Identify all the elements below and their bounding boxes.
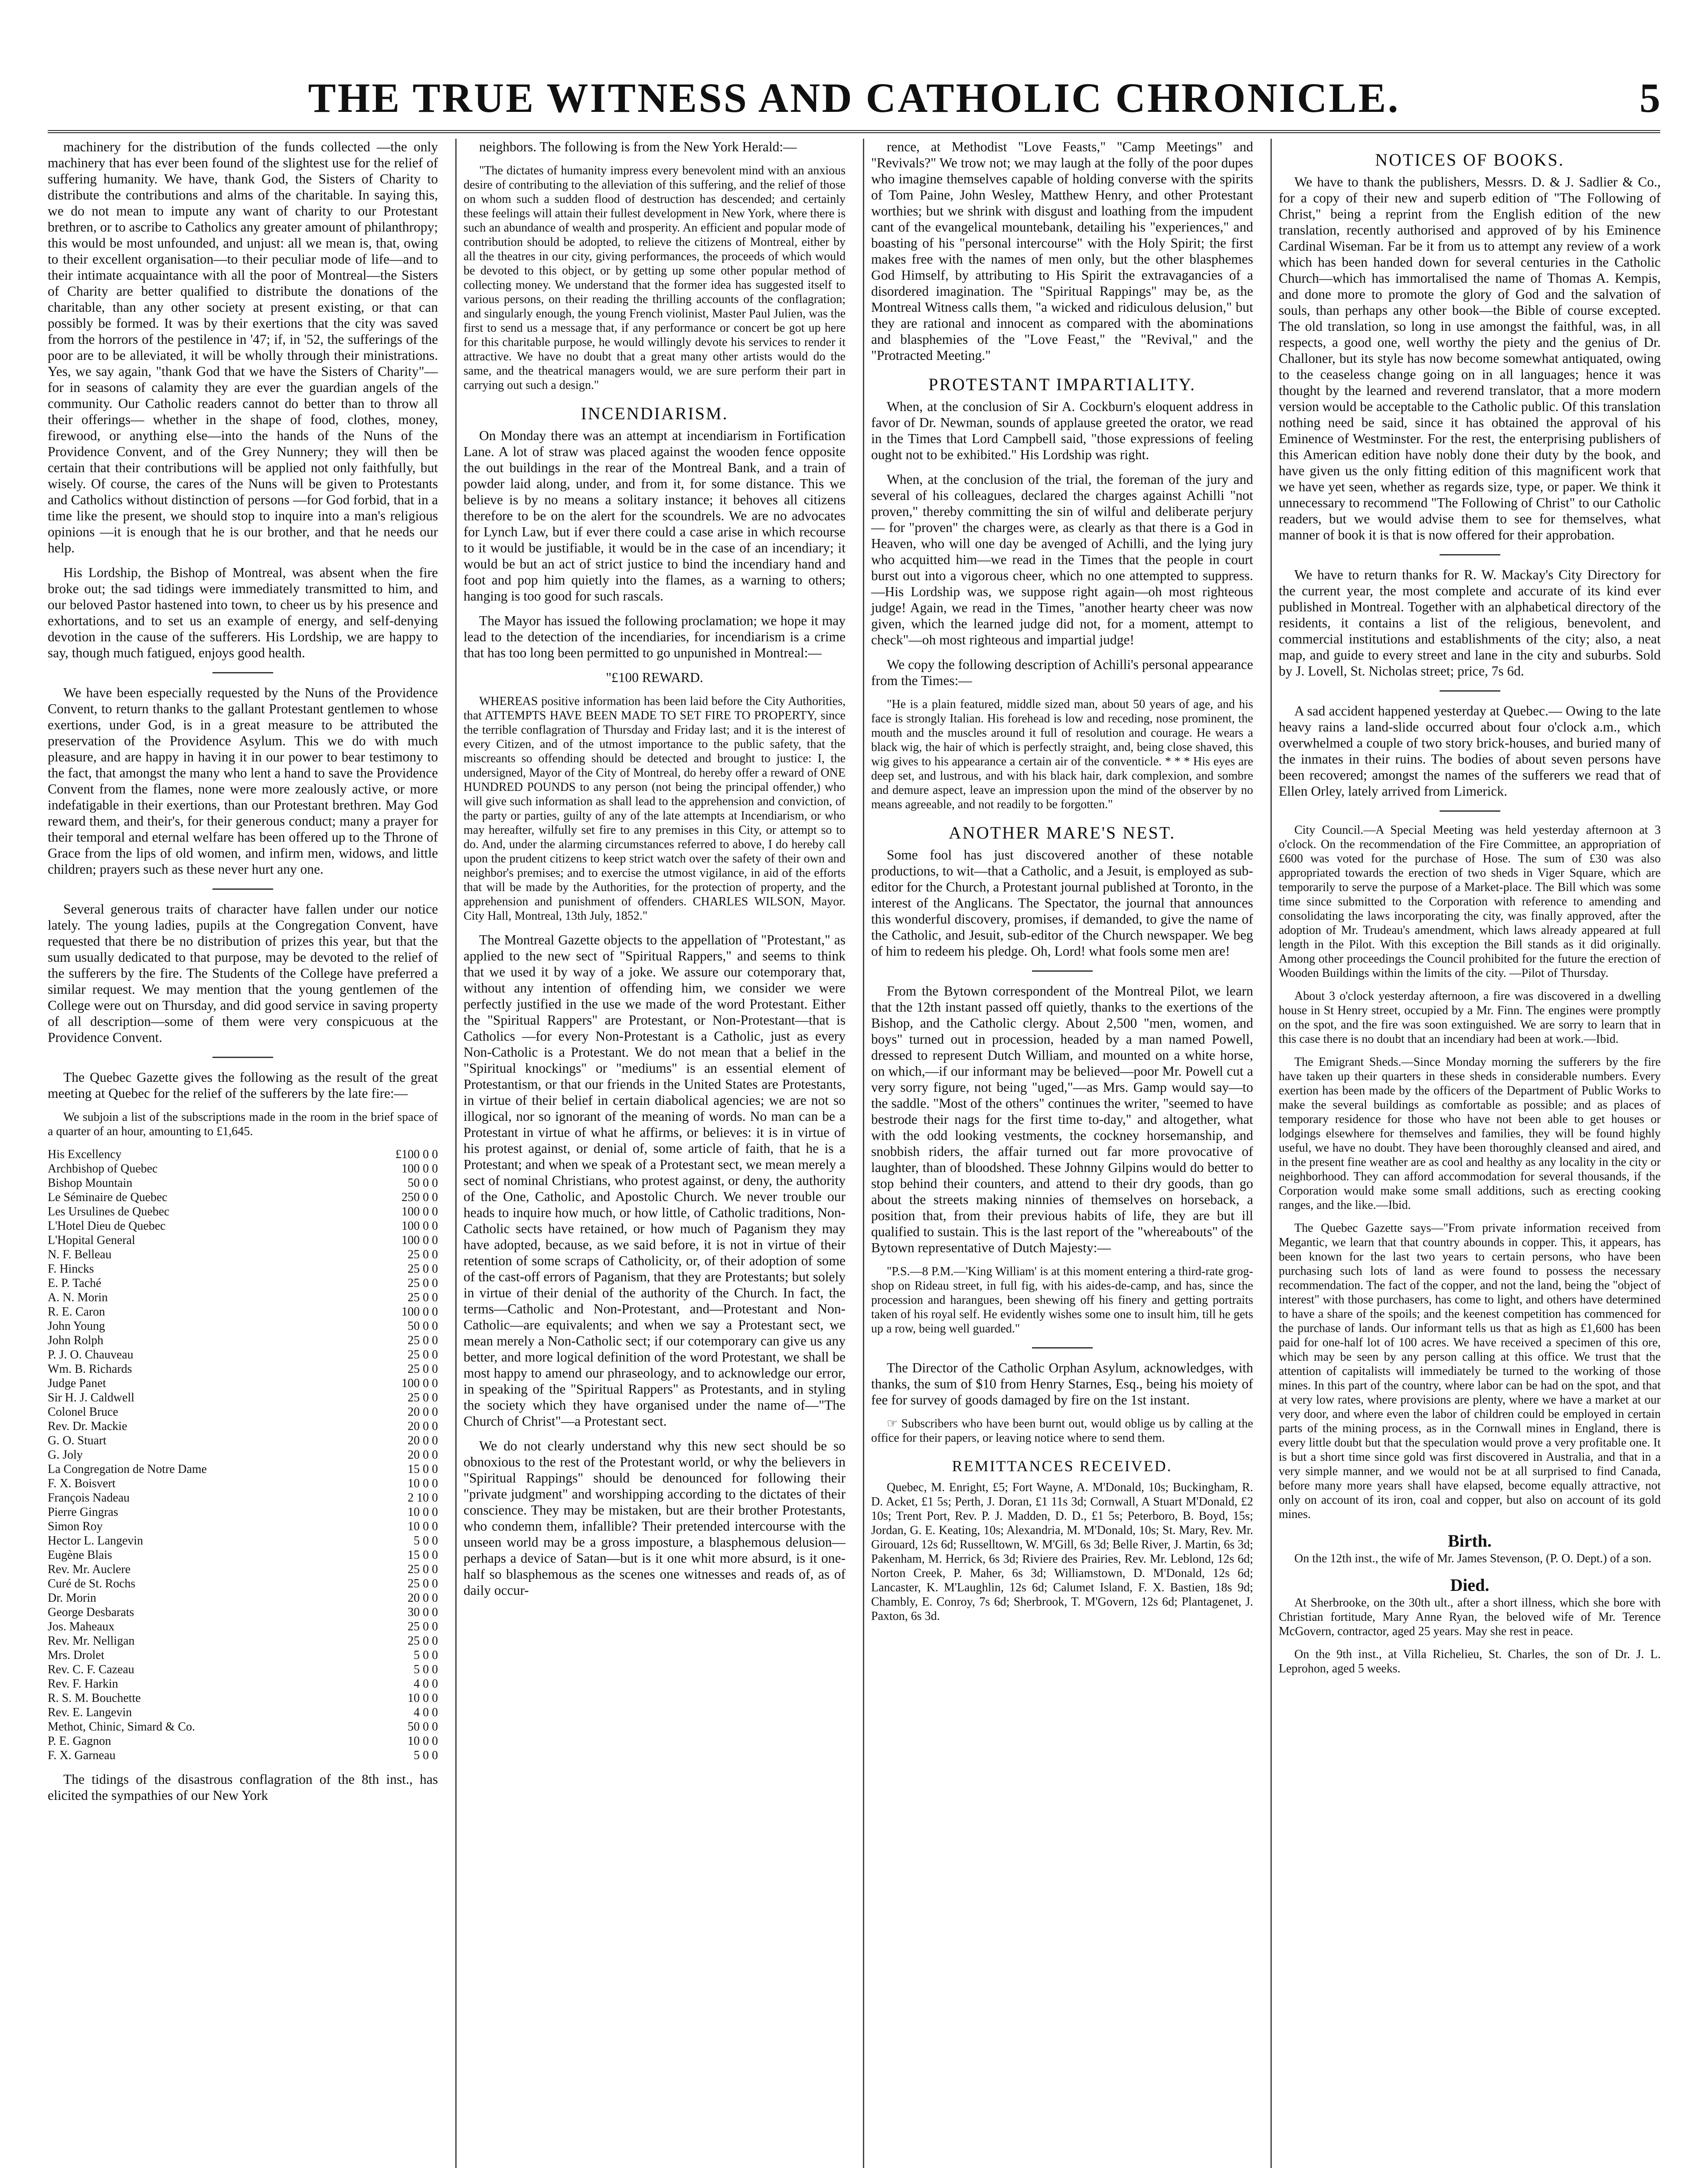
subscription-amount: 25 0 0	[408, 1362, 438, 1376]
subscription-amount: 15 0 0	[408, 1463, 438, 1476]
subscription-row	[48, 1605, 438, 1619]
divider	[212, 1057, 273, 1058]
section-heading: NOTICES OF BOOKS.	[1375, 150, 1564, 170]
subscription-row	[48, 1705, 438, 1720]
reward-title: "£100 REWARD.	[606, 670, 703, 685]
paragraph: neighbors. The following is from the New York Herald:—	[479, 139, 797, 154]
subscription-amount: 100 0 0	[402, 1377, 438, 1390]
paragraph: machinery for the distribution of the funds collected —the only machinery that has ever been found of the slightest use for the relief of suffering humanity. We have, thank God, the Sisters of Charity to distribute the contributions and alms of the charitable. In saying this, we do not mean to impute any want of charity to our Protestant brethren, or to ascribe to Catholics any greater amount of philanthropy; this would be most unfounded, and unjust: all we mean is, that, owing to their excellent organisation—to their peculiar mode of life—and to their intimate acquaintance with all the poor of Montreal—the Sisters of Charity are better qualified to distribute the donations of the charitable, than any other society at present existing, or that can possibly be formed. It was by their exertions that the city was saved from the horrors of the pestilence in '47; if, in '52, the sufferings of the poor are to be alleviated, it will be wholly through their ministrations. Yes, we say again, "thank God that we have the Sisters of Charity"— for in seasons of calamity they are ever the guardian angels of the community. Our Catholic readers cannot do better than to throw all their offerings— whether in the shape of food, clothes, money, firewood, or anything else—into the hands of the Nuns of the Providence Convent, and of the Grey Nunnery; they will then be certain that their contributions will be applied not only faithfully, but wisely. Of course, the cares of the Nuns will be given to Protestants and Catholics without distinction of persons —for God forbid, that in a time like the present, we should stop to inquire into a man's religious opinions —it is enough that he is our brother, and that he needs our help.	[48, 139, 438, 555]
paragraph: The Montreal Gazette objects to the appellation of "Protestant," as applied to the new sect of "Spiritual Rappers," and seems to think that we used it by way of a joke. We assure our cotemporary that, without any intention of offending him, we consider we were perfectly justified in the use we made of the word Protestant. Either the "Spiritual Rappers" are Protestant, or Non-Protestant—that is Catholics —for every Non-Protestant is a Catholic, just as every Non-Catholic is a Protestant. We do not mean that a belief in the "Spiritual knockings" or "mediums" is an essential element of Protestantism, or that our friends in the United States are Protestants, in virtue of their belief in certain diabolical agencies; we are not so illogical, nor so ignorant of the meaning of words. No man can be a Protestant in virtue of what he affirms, or believes: it is in virtue of his protest against, or denial of, some article of faith, that he is a Protestant; and when we speak of a Protestant sect, we mean merely a sect of nominal Christians, who protest against, or deny, the authority of the One, Catholic, and Apostolic Church. We never trouble our heads to inquire how much, or how little, of Catholic traditions, Non-Catholic sects have retained, or how much of Paganism they may have adopted, because, as we said before, it is not in virtue of their retention of some scraps of Catholicity, or, of their adoption of some of the cast-off errors of Paganism, that they are Protestants; but solely in virtue of their denial of the authority of the Church. In fact, the terms—Catholic and Non-Protestant, and—Protestant and Non-Catholic—are equivalents; and when we say a Protestant sect, we mean merely a Non-Catholic sect; if our cotemporary can give us any better, and more logical definition of the word Protestant, we shall be most happy to amend our phraseology, and to acknowledge our error, in speaking of the "Spiritual Rappers" as Protestants, and in styling the society which they have organised under the name of—"The Church of Christ"—a Protestant sect.	[464, 932, 846, 1429]
subscriber-name: N. F. Belleau	[48, 1248, 112, 1261]
subscription-row	[48, 1176, 438, 1190]
subscription-amount: 20 0 0	[408, 1420, 438, 1433]
subscription-row	[48, 1376, 438, 1391]
subscription-row	[48, 1462, 438, 1476]
subscription-amount: £100 0 0	[395, 1148, 438, 1161]
subscriber-name: Archbishop of Quebec	[48, 1162, 158, 1175]
subscriber-name: George Desbarats	[48, 1606, 134, 1619]
subscription-row	[48, 1233, 438, 1247]
subscriber-name: F. X. Boisvert	[48, 1477, 116, 1490]
subscription-amount: 4 0 0	[414, 1706, 438, 1719]
subscriber-name: R. S. M. Bouchette	[48, 1691, 141, 1705]
subscriber-name: Bishop Mountain	[48, 1176, 133, 1190]
subscription-row	[48, 1534, 438, 1548]
subscriber-name: Les Ursulines de Quebec	[48, 1205, 170, 1218]
subscription-row	[48, 1262, 438, 1276]
subscription-row	[48, 1405, 438, 1419]
subscription-row	[48, 1519, 438, 1534]
subscriber-name: Pierre Gingras	[48, 1505, 118, 1519]
subscription-amount: 100 0 0	[402, 1162, 438, 1175]
subscriber-name: Curé de St. Rochs	[48, 1577, 136, 1590]
subscriber-name: Eugène Blais	[48, 1548, 112, 1562]
subscription-amount: 50 0 0	[408, 1176, 438, 1190]
subscription-row	[48, 1748, 438, 1763]
subscription-amount: 5 0 0	[414, 1749, 438, 1762]
quoted-text: "P.S.—8 P.M.—'King William' is at this moment entering a third-rate grog-shop on Rideau street, in full fig, with his aides-de-camp, and has, since the procession and harangues, been shewing off his finery and getting portraits taken of his royal self. He evidently wishes some one to insult him, till he gets up a row, being well guarded."	[871, 1265, 1253, 1335]
paragraph: His Lordship, the Bishop of Montreal, was absent when the fire broke out; the sad tidings were immediately transmitted to him, and our beloved Pastor hastened into town, to cheer us by his presence and exhortations, and to set us an example of energy, and self-denying devotion in the cause of the sufferers. His Lordship, we are happy to say, though much fatigued, enjoys good health.	[48, 565, 438, 660]
subscriber-name: John Rolph	[48, 1334, 104, 1347]
paragraph: When, at the conclusion of the trial, the foreman of the jury and several of his colleagues, declared the charges against Achilli "not proven," thereby committing the sin of wilful and deliberate perjury— for "proven" the charges were, as clearly as that there is a God in Heaven, who will one day be avenged of Achilli, and the lying jury who acquitted him—we read in the Times that the people in court burst out into a vigorous cheer, which no one attempted to suppress.—His Lordship was, we suppose right again—oh most righteous judge! Again, we read in the Times, "another hearty cheer was now given, which the learned judge did not, for a moment, attempt to check"—oh most righteous and impartial judge!	[871, 472, 1253, 647]
subscription-amount: 100 0 0	[402, 1219, 438, 1233]
paragraph: Several generous traits of character have fallen under our notice lately. The young ladies, pupils at the Congregation Convent, have requested that there be no distribution of prizes this year, but that the sum usually dedicated to that purpose, may be devoted to the relief of the sufferers by the fire. The Students of the College have preferred a similar request. We may mention that the young gentlemen of the College were out on Thursday, and did good service in saving property of all description—some of them were very conspicuous at the Providence Convent.	[48, 901, 438, 1045]
subscriber-name: Sir H. J. Caldwell	[48, 1391, 134, 1404]
newspaper-title: THE TRUE WITNESS AND CATHOLIC CHRONICLE.	[308, 75, 1400, 121]
subscription-amount: 5 0 0	[414, 1663, 438, 1676]
paragraph: On Monday there was an attempt at incendiarism in Fortification Lane. A lot of straw was placed against the wooden fence opposite the out buildings in the rear of the Montreal Bank, and a train of powder laid along, under, and from it, for some distance. This we believe is by no means a solitary instance; it behoves all citizens therefore to be on the alert for the scoundrels. We are no advocates for Lynch Law, but if ever there could a case arise in which recourse to it would be justifiable, it would be in the case of an incendiary; it would be but an act of strict justice to bind the incendiary hand and foot and pop him quietly into the flames, as a warning to others; hanging is too good for such rascals.	[464, 428, 846, 604]
quoted-text: "He is a plain featured, middle sized man, about 50 years of age, and his face is strongly Italian. His forehead is low and receding, nose prominent, the mouth and the muscles around it full of resolution and courage. He wears a black wig, the hair of which is perfectly straight, and, being close shaved, this wig gives to his appearance a certain air of the conventicle. * * * His eyes are deep set, and lustrous, and with his black hair, dark complexion, and sombre and demure aspect, leave an impression upon the mind of the observer by no means agreeable, and not readily to be forgotten."	[871, 698, 1253, 811]
subscription-amount: 2 10 0	[408, 1491, 438, 1505]
subscription-row	[48, 1433, 438, 1448]
subscription-row	[48, 1591, 438, 1605]
subscription-row	[48, 1548, 438, 1562]
subscription-amount: 50 0 0	[408, 1720, 438, 1734]
column-2	[455, 139, 846, 2168]
subscriber-name: Rev. Mr. Auclere	[48, 1563, 131, 1576]
subscription-row	[48, 1577, 438, 1591]
subscriber-name: Dr. Morin	[48, 1591, 96, 1605]
subscription-amount: 25 0 0	[408, 1577, 438, 1590]
section-heading: ANOTHER MARE'S NEST.	[948, 823, 1176, 842]
paragraph: The Emigrant Sheds.—Since Monday morning the sufferers by the fire have taken up their quarters in these sheds in considerable numbers. Every exertion has been made by the officers of the Department of Public Works to make the several buildings as comfortable as possible; and as places of temporary residence for those who have not been able to get houses or lodgings elsewhere for themselves and families, they will be found highly useful, we have no doubt. They have been thoroughly cleansed and aired, and in the present fine weather are as cool and healthy as any locality in the city or neighborhood. They can afford accommodation for several thousands, if the Corporation would make some small additions, such as erecting cooking ranges, and the like.—Ibid.	[1279, 1055, 1661, 1212]
subscriber-name: Hector L. Langevin	[48, 1534, 144, 1548]
subscription-amount: 20 0 0	[408, 1591, 438, 1605]
subscription-amount: 100 0 0	[402, 1305, 438, 1319]
subscription-amount: 25 0 0	[408, 1348, 438, 1362]
subscription-row	[48, 1619, 438, 1634]
subscription-row	[48, 1648, 438, 1662]
subscriber-name: R. E. Caron	[48, 1305, 105, 1319]
subscriber-name: François Nadeau	[48, 1491, 130, 1505]
subscriber-name: Le Séminaire de Quebec	[48, 1191, 167, 1204]
subscription-row	[48, 1476, 438, 1491]
subscription-amount: 25 0 0	[408, 1291, 438, 1304]
subscription-amount: 10 0 0	[408, 1734, 438, 1748]
paragraph: City Council.—A Special Meeting was held yesterday afternoon at 3 o'clock. On the recommendation of the Fire Committee, an appropriation of £600 was voted for the purchase of Hose. The sum of £30 was also appropriated towards the erection of two sheds in Viger Square, which are temporarily to serve the purpose of a Market-place. The Bill which was some time since submitted to the Corporation with reference to amending and consolidating the laws incorporating the city, was finally approved, after the adoption of Mr. Trudeau's amendment, which laws already appeared at full length in the Pilot. With this exception the Bill stands as it did originally. Among other proceedings the Council prohibited for the future the erection of Wooden Buildings within the limits of the city. —Pilot of Thursday.	[1279, 823, 1661, 980]
subscription-amount: 25 0 0	[408, 1563, 438, 1576]
subscription-amount: 25 0 0	[408, 1634, 438, 1648]
subscriber-name: Simon Roy	[48, 1520, 103, 1533]
subscriber-name: P. J. O. Chauveau	[48, 1348, 134, 1362]
paragraph: We copy the following description of Achilli's personal appearance from the Times:—	[871, 657, 1253, 688]
paragraph: rence, at Methodist "Love Feasts," "Camp Meetings" and "Revivals?" We trow not; we may laugh at the folly of the poor dupes who imagine themselves capable of holding converse with the spirits of Tom Paine, John Wesley, Matthew Henry, and other Protestant worthies; but we shrink with disgust and loathing from the impudent cant of the evangelical mountebank, detailing his "experiences," and boasting of his "personal intercourse" with the Holy Spirit; the first makes free with the names of men only, but the other blasphemes God Himself, by attributing to His Spirit the extravagancies of a disordered imagination. The "Spiritual Rappings" may be, as the Montreal Witness calls them, "a wicked and ridiculous delusion," but they are rational and innocent as compared with the abominations and blasphemies of the "Love Feast," the "Revival," and the "Protracted Meeting."	[871, 139, 1253, 363]
subscription-row	[48, 1677, 438, 1691]
subscriber-name: Wm. B. Richards	[48, 1362, 132, 1376]
paragraph: We subjoin a list of the subscriptions made in the room in the brief space of a quarter of an hour, amounting to £1,645.	[48, 1110, 438, 1138]
subscriber-name: L'Hopital General	[48, 1234, 135, 1247]
column-3	[863, 139, 1253, 2168]
subscriber-name: La Congregation de Notre Dame	[48, 1463, 207, 1476]
paragraph: Quebec, M. Enright, £5; Fort Wayne, A. M'Donald, 10s; Buckingham, R. D. Acket, £1 5s; Perth, J. Doran, £1 11s 3d; Cornwall, A Stuart M'Donald, £2 10s; Trent Port, Rev. P. J. Madden, D. D., £1 5s; Peterboro, B. Boyd, 15s; Jordan, G. E. Keating, 10s; Alexandria, M. M'Donald, 10s; St. Mary, Rev. Mr. Girouard, 12s 6d; Russelltown, W. M'Gill, 6s 3d; Belle River, J. Martin, 6s 3d; Pakenham, M. Herrick, 6s 3d; Riviere des Prairies, Rev. Mr. Leblond, 12s 6d; Norton Creek, P. Maher, 6s 3d; Williamstown, D. M'Donald, 12s 6d; Lancaster, K. M'Laughlin, 12s 6d; Calumet Island, F. X. Bastien, 18s 9d; Chambly, E. Conroy, 7s 6d; Sherbrook, T. M'Govern, 12s 6d; Plantagenet, J. Paxton, 6s 3d.	[871, 1481, 1253, 1623]
paragraph: We do not clearly understand why this new sect should be so obnoxious to the rest of the Protestant world, or why the believers in "Spiritual Rappings" should be denounced for following their "private judgment" and worshipping according to the dictates of their conscience. They may be mistaken, but are their brother Protestants, who condemn them, infallible? Their pretended intercourse with the unseen world may be a gross imposture, a blasphemous delusion—perhaps a device of Satan—but is it one whit more absurd, is it one-half so blasphemous as the scenes one witnesses and reads of, as of daily occur-	[464, 1438, 846, 1598]
died-heading: Died.	[1450, 1575, 1489, 1595]
subscriber-notice: ☞ Subscribers who have been burnt out, would oblige us by calling at the office for their papers, or leaving notice where to send them.	[871, 1417, 1253, 1445]
subscription-row	[48, 1348, 438, 1362]
subscription-row	[48, 1391, 438, 1405]
subscription-row	[48, 1691, 438, 1705]
divider	[1440, 810, 1500, 812]
subscriber-name: Methot, Chinic, Simard & Co.	[48, 1720, 195, 1734]
subscriber-name: Rev. Dr. Mackie	[48, 1420, 127, 1433]
subscription-amount: 25 0 0	[408, 1262, 438, 1276]
subscription-list	[48, 1147, 438, 1763]
divider	[1032, 970, 1093, 972]
subscription-row	[48, 1505, 438, 1519]
subscription-row	[48, 1419, 438, 1433]
subscription-amount: 20 0 0	[408, 1434, 438, 1447]
subscription-row	[48, 1276, 438, 1290]
subscription-amount: 25 0 0	[408, 1620, 438, 1633]
column-4	[1270, 139, 1661, 2168]
subscriber-name: Rev. Mr. Nelligan	[48, 1634, 135, 1648]
subscriber-name: F. X. Garneau	[48, 1749, 116, 1762]
paragraph: When, at the conclusion of Sir A. Cockburn's eloquent address in favor of Dr. Newman, sounds of applause greeted the orator, we read in the Times that Lord Campbell said, "those expressions of feeling ought not to be exhibited." His Lordship was right.	[871, 399, 1253, 462]
subscription-row	[48, 1162, 438, 1176]
subscriber-name: Jos. Maheaux	[48, 1620, 114, 1633]
subscriber-name: John Young	[48, 1319, 105, 1333]
subscription-row	[48, 1634, 438, 1648]
subscription-amount: 5 0 0	[414, 1534, 438, 1548]
subscription-row	[48, 1290, 438, 1305]
subscription-amount: 25 0 0	[408, 1334, 438, 1347]
subscription-row	[48, 1333, 438, 1348]
subscriber-name: F. Hincks	[48, 1262, 94, 1276]
subscription-amount: 10 0 0	[408, 1505, 438, 1519]
paragraph: The Quebec Gazette gives the following as the result of the great meeting at Quebec for the relief of the sufferers by the late fire:—	[48, 1070, 438, 1101]
subscription-row	[48, 1319, 438, 1333]
paragraph: About 3 o'clock yesterday afternoon, a fire was discovered in a dwelling house in St Henry street, occupied by a Mr. Finn. The engines were promptly on the spot, and the fire was soon extinguished. We are sorry to learn that in this case there is no doubt that an incendiary had been at work.—Ibid.	[1279, 989, 1661, 1046]
death-notice: On the 9th inst., at Villa Richelieu, St. Charles, the son of Dr. J. L. Leprohon, aged 5 weeks.	[1279, 1648, 1661, 1675]
subscription-row	[48, 1190, 438, 1205]
subscriber-name: Judge Panet	[48, 1377, 106, 1390]
masthead	[48, 65, 1660, 133]
subscription-amount: 100 0 0	[402, 1205, 438, 1218]
paragraph: The Director of the Catholic Orphan Asylum, acknowledges, with thanks, the sum of $10 from Henry Starnes, Esq., being his moiety of fee for survey of goods damaged by fire on the 1st instant.	[871, 1360, 1253, 1407]
subscription-amount: 25 0 0	[408, 1248, 438, 1261]
subscriber-name: Rev. E. Langevin	[48, 1706, 132, 1719]
section-heading: REMITTANCES RECEIVED.	[952, 1457, 1172, 1475]
subscription-row	[48, 1562, 438, 1577]
birth-heading: Birth.	[1447, 1531, 1492, 1551]
subscriber-name: P. E. Gagnon	[48, 1734, 111, 1748]
subscription-amount: 4 0 0	[414, 1677, 438, 1691]
subscriber-name: A. N. Morin	[48, 1291, 108, 1304]
paragraph: We have to return thanks for R. W. Mackay's City Directory for the current year, the most complete and accurate of its kind ever published in Montreal. Together with an alphabetical directory of the residents, it contains a list of the religious, benevolent, and commercial institutions and establishments of the city; also, a neat map, and guide to every street and lane in the city and suburbs. Sold by J. Lovell, St. Nicholas street; price, 7s 6d.	[1279, 567, 1661, 679]
subscriber-name: G. O. Stuart	[48, 1434, 107, 1447]
subscription-amount: 10 0 0	[408, 1520, 438, 1533]
page-number: 5	[1639, 75, 1660, 121]
divider	[212, 672, 273, 673]
subscription-amount: 30 0 0	[408, 1606, 438, 1619]
subscription-amount: 20 0 0	[408, 1405, 438, 1419]
subscription-amount: 10 0 0	[408, 1691, 438, 1705]
column-1	[48, 139, 438, 2168]
subscription-amount: 250 0 0	[402, 1191, 438, 1204]
subscription-row	[48, 1448, 438, 1462]
divider	[212, 888, 273, 890]
subscription-row	[48, 1662, 438, 1677]
subscription-row	[48, 1305, 438, 1319]
paragraph: The Quebec Gazette says—"From private information received from Megantic, we learn that that country abounds in copper. This, it appears, has been known for the last two years to certain persons, who have been purchasing such lots of land as were found to possess the necessary recommendation. The fact of the copper, and not the land, being the "object of interest" with those purchasers, has come to light, and others have determined to have a share of the spoils; and the keenest competition has commenced for the purchase of lands. Our informant tells us that as high as £1,600 has been paid for one-half lot of 100 acres. We have received a specimen of this ore, which may be seen by any person calling at this office. We trust that the attention of capitalists will immediately be turned to the working of those mines. In this part of the country, where labor can be had on the spot, and that at very low rates, where provisions are plenty, where we have a market at our very door, and where even the labor of children could be employed in certain parts of the mining process, as in the Cornwall mines in England, there is every little doubt but that the speculation would prove a very profitable one. It is but a short time since gold was first discovered in Australia, and that in a very simple manner, and we would not be at all surprised to find Canada, before many more years shall have elapsed, become equally attractive, not only on account of its iron, coal and copper, but also on account of its gold mines.	[1279, 1221, 1661, 1521]
subscription-amount: 50 0 0	[408, 1319, 438, 1333]
subscription-amount: 25 0 0	[408, 1277, 438, 1290]
subscription-amount: 10 0 0	[408, 1477, 438, 1490]
subscription-row	[48, 1205, 438, 1219]
subscriber-name: Rev. F. Harkin	[48, 1677, 118, 1691]
subscription-row	[48, 1247, 438, 1262]
paragraph: A sad accident happened yesterday at Quebec.— Owing to the late heavy rains a land-slide occurred about four o'clock a.m., which overwhelmed a couple of two story brick-houses, and buried many of the inmates in their ruins. The bodies of about seven persons have been recovered; amongst the names of the sufferers we read that of Ellen Orley, lately arrived from Limerick.	[1279, 703, 1661, 799]
paragraph: We have been especially requested by the Nuns of the Providence Convent, to return thanks to the gallant Protestant gentlemen to whose exertions, under God, is in a great measure to be attributed the preservation of the Providence Asylum. This we do with much pleasure, and are happy in having it in our power to bear testimony to the fact, that amongst the many who lent a hand to save the Providence Convent from the flames, none were more zealously active, or more indefatigable in their exertions, than our Protestant brethren. May God reward them, and their's, for their generous conduct; many a prayer for their temporal and eternal welfare has been offered up to the Throne of Grace from the lips of old women, and infirm men, widows, and little children; prayers such as these never hurt any one.	[48, 685, 438, 877]
subscription-amount: 25 0 0	[408, 1391, 438, 1404]
subscriber-name: G. Joly	[48, 1448, 83, 1462]
paragraph: The tidings of the disastrous conflagration of the 8th inst., has elicited the sympathies of our New York	[48, 1772, 438, 1803]
paragraph: Some fool has just discovered another of these notable productions, to wit—that a Catholic, and a Jesuit, is employed as sub-editor for the Church, a Protestant journal published at Toronto, in the interest of the Anglicans. The Spectator, the journal that announces this wonderful discovery, promises, if demanded, to give the name of the Catholic, and Jesuit, sub-editor of the Church newspaper. We beg of him to redeem his pledge. Oh, Lord! what fools some men are!	[871, 847, 1253, 959]
divider	[1440, 554, 1500, 555]
subscriber-name: L'Hotel Dieu de Quebec	[48, 1219, 166, 1233]
subscription-row	[48, 1491, 438, 1505]
subscription-row	[48, 1720, 438, 1734]
subscription-amount: 15 0 0	[408, 1548, 438, 1562]
article-columns	[48, 139, 1661, 2168]
subscriber-name: E. P. Taché	[48, 1277, 101, 1290]
quoted-text: "The dictates of humanity impress every benevolent mind with an anxious desire of contributing to the alleviation of this suffering, and the relief of those on whom such a sudden flood of destruction has descended; and certainly these feelings will attain their fullest development in New York, where there is such an abundance of wealth and prosperity. An efficient and popular mode of contribution should be adopted, to relieve the citizens of Montreal, either by all the theatres in our city, giving performances, the proceeds of which would be devoted to this object, or by getting up some other popular method of collecting money. We understand that the former idea has suggested itself to various persons, on their reading the thrilling accounts of the conflagration; and singularly enough, the young French violinist, Master Paul Julien, was the first to send us a message that, if any performance or concert be got up here for this charitable purpose, he would willingly devote his services to render it attractive. We have no doubt that a great many other artists would do the same, and the theatrical managers would, we are sure perform their part in carrying out such a design."	[464, 164, 846, 392]
birth-notice: On the 12th inst., the wife of Mr. James Stevenson, (P. O. Dept.) of a son.	[1294, 1552, 1652, 1565]
paragraph: We have to thank the publishers, Messrs. D. & J. Sadlier & Co., for a copy of their new and superb edition of "The Following of Christ," being a reprint from the English edition of the new translation, recently authorised and approved of by his Eminence Cardinal Wiseman. Far be it from us to attempt any review of a work which has been handed down for several centuries in the Catholic Church—which has immortalised the name of Thomas A. Kempis, and done more to promote the glory of God and the salvation of souls, than perhaps any other book—the Bible of course excepted. The old translation, so long in use amongst the faithful, was, in all respects, a good one, well worthy the piety and the genius of Dr. Challoner, but its style has now become somewhat antiquated, owing to the ceaseless change going on in all languages; hence it was thought by the learned and reverend translator, that a more modern version would be acceptable to the Catholic public. Of this translation nothing need be said, since it has obtained the approval of his Eminence of Westminster. For the rest, the enterprising publishers of this American edition have nobly done their duty by the book, and have given us the only fitting edition of this magnificent work that we have yet seen, whether as regards size, type, or paper. We think it unnecessary to recommend "The Following of Christ" to our Catholic readers, but we would advise them to see for themselves, what manner of book it is that is now offered for their approbation.	[1279, 174, 1661, 542]
proclamation-text: WHEREAS positive information has been laid before the City Authorities, that ATTEMPTS HAVE BEEN MADE TO SET FIRE TO PROPERTY, since the terrible conflagration of Thursday and Friday last; and it is the interest of every Citizen, and of the utmost importance to the public safety, that the miscreants so offending should be detected and brought to justice: I, the undersigned, Mayor of the City of Montreal, do hereby offer a reward of ONE HUNDRED POUNDS to any person (not being the principal offender,) who will give such information as shall lead to the apprehension and conviction, of the party or parties, guilty of any of the late attempts at Incendiarism, or who may hereafter, wilfully set fire to any premises in this City, or attempt so to do. And, under the alarming circumstances referred to above, I do hereby call upon the prudent citizens to keep strict watch over the safety of their own and neighbor's premises; and to exercise the utmost vigilance, in aid of the efforts that will be made by the Authorities, for the protection of property, and the apprehension and punishment of offenders. CHARLES WILSON, Mayor. City Hall, Montreal, 13th July, 1852."	[464, 695, 846, 923]
divider	[1032, 1347, 1093, 1348]
subscription-row	[48, 1362, 438, 1376]
subscription-amount: 5 0 0	[414, 1649, 438, 1662]
subscription-row	[48, 1219, 438, 1233]
death-notice: At Sherbrooke, on the 30th ult., after a short illness, which she bore with Christian fortitude, Mary Anne Ryan, the beloved wife of Mr. Terence McGovern, contractor, aged 25 years. May she rest in peace.	[1279, 1596, 1661, 1638]
subscription-amount: 20 0 0	[408, 1448, 438, 1462]
subscription-row	[48, 1734, 438, 1748]
section-heading: INCENDIARISM.	[581, 404, 728, 423]
paragraph: The Mayor has issued the following proclamation; we hope it may lead to the detection of the incendiaries, for incendiarism is a crime that has too long been permitted to go unpunished in Montreal:—	[464, 613, 846, 660]
section-heading: PROTESTANT IMPARTIALITY.	[928, 375, 1196, 394]
divider	[1440, 690, 1500, 692]
subscriber-name: Mrs. Drolet	[48, 1649, 105, 1662]
subscriber-name: Colonel Bruce	[48, 1405, 118, 1419]
subscription-amount: 100 0 0	[402, 1234, 438, 1247]
paragraph: From the Bytown correspondent of the Montreal Pilot, we learn that the 12th instant passed off quietly, thanks to the exertions of the Bishop, and the Catholic clergy. About 2,500 "men, women, and boys" turned out in procession, headed by a man named Powell, dressed to represent Dutch William, and mounted on a white horse, on which,—if our informant may be believed—poor Mr. Powell cut a very sorry figure, not being "uged,"—as Mrs. Gamp would say—to the saddle. "Most of the others" continues the writer, "seemed to have bestrode their nags for the first time to-day," and altogether, what with the odd looking vestments, the cockney horsemanship, and snobbish riders, the affair turned out far more provocative of laughter, than of bloodshed. These Johnny Gilpins would do better to stop behind their counters, and attend to their dry goods, than go about the streets making ninnies of themselves on horseback, a position that, from their previous habits of life, they are but ill qualified to sustain. This is the last report of the "whereabouts" of the Bytown representative of Dutch Majesty:—	[871, 983, 1253, 1255]
subscription-row	[48, 1147, 438, 1162]
subscriber-name: Rev. C. F. Cazeau	[48, 1663, 134, 1676]
subscriber-name: His Excellency	[48, 1148, 122, 1161]
